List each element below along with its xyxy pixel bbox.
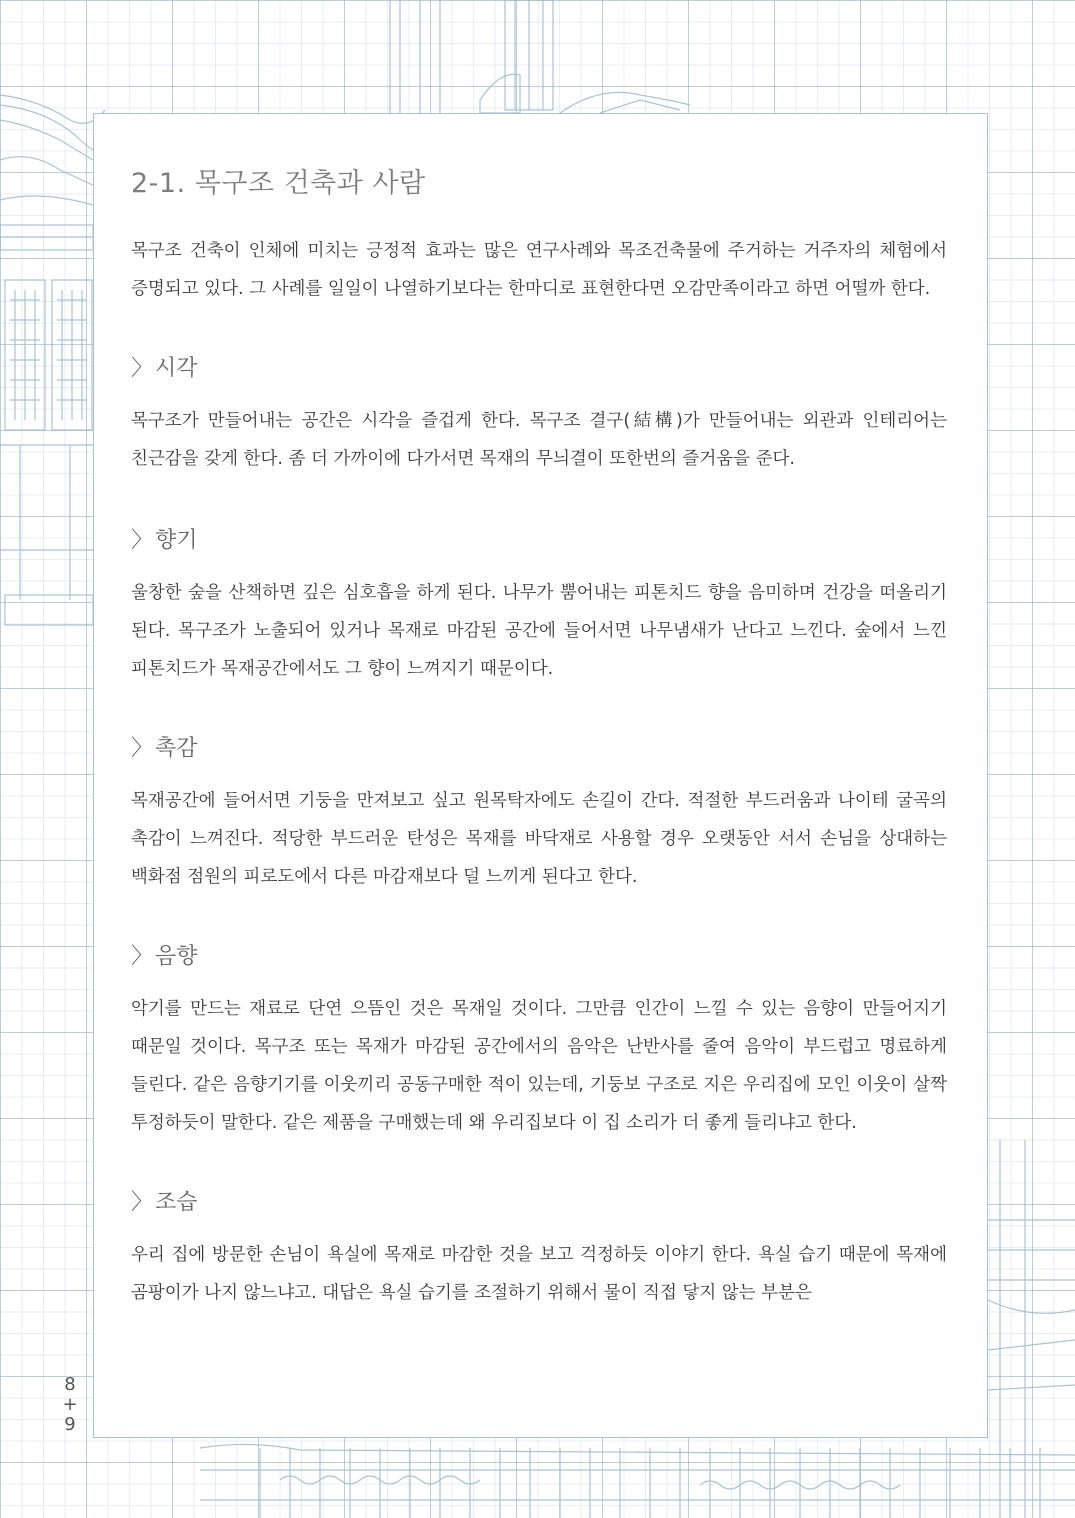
chevron-right-icon: 〉 bbox=[131, 736, 154, 761]
chevron-right-icon: 〉 bbox=[131, 528, 154, 553]
section-body-humidity: 우리 집에 방문한 손님이 욕실에 목재로 마감한 것을 보고 걱정하듯 이야기 한다. 욕실 습기 때문에 목재에 곰팡이가 나지 않느냐고. 대답은 욕실 습기를 조절하기 위해서 물이 직접 닿지 않는 부분은 bbox=[131, 1245, 947, 1303]
section-body-touch: 목재공간에 들어서면 기둥을 만져보고 싶고 원목탁자에도 손길이 간다. 적절한 부드러움과 나이테 굴곡의 촉감이 느껴진다. 적당한 부드러운 탄성은 목재를 바닥재로 사용할 경우 오랫동안 서서 손님을 상대하는 백화점 점원의 피로도에서 다른 마감재보다 덜 느끼게 된다고 한다. bbox=[131, 791, 947, 887]
section-body-sound: 악기를 만드는 재료로 단연 으뜸인 것은 목재일 것이다. 그만큼 인간이 느낄 수 있는 음향이 만들어지기 때문일 것이다. 목구조 또는 목재가 마감된 공간에서의 음악은 난반사를 줄여 음악이 부드럽고 명료하게 들린다. 같은 음향기기를 이웃끼리 공동구매한 적이 있는데, 기둥보 구조로 지은 우리집에 모인 이웃이 살짝 투정하듯이 말한다. 같은 제품을 구매했는데 왜 우리집보다 이 집 소리가 더 좋게 들리냐고 한다. bbox=[131, 999, 947, 1133]
page-number-left: 8 bbox=[64, 1374, 76, 1395]
chevron-right-icon: 〉 bbox=[131, 356, 154, 381]
section-heading-sound: 〉음향 bbox=[131, 944, 198, 969]
section-body-scent: 울창한 숲을 산책하면 깊은 심호흡을 하게 된다. 나무가 뿜어내는 피톤치드 향을 음미하며 건강을 떠올리기 된다. 목구조가 노출되어 있거나 목재로 마감된 공간에 들어서면 나무냄새가 난다고 느낀다. 숲에서 느낀 피톤치드가 목재공간에서도 그 향이 느껴지기 때문이다. bbox=[131, 583, 947, 679]
chevron-right-icon: 〉 bbox=[131, 944, 154, 969]
article-body bbox=[131, 166, 947, 1312]
section-heading-sight: 〉시각 bbox=[131, 356, 198, 381]
page-number bbox=[60, 1375, 80, 1435]
chevron-right-icon: 〉 bbox=[131, 1190, 154, 1215]
section-heading-scent: 〉향기 bbox=[131, 528, 198, 553]
page-number-separator: + bbox=[62, 1394, 78, 1415]
section-heading-humidity: 〉조습 bbox=[131, 1190, 198, 1215]
page-number-right: 9 bbox=[64, 1414, 76, 1435]
content-panel bbox=[93, 113, 988, 1438]
section-heading-touch: 〉촉감 bbox=[131, 736, 198, 761]
intro-paragraph: 목구조 건축이 인체에 미치는 긍정적 효과는 많은 연구사례와 목조건축물에 주거하는 거주자의 체험에서 증명되고 있다. 그 사례를 일일이 나열하기보다는 한마디로 표현한다면 오감만족이라고 하면 어떨까 한다. bbox=[131, 241, 947, 299]
page-title: 2-1. 목구조 건축과 사람 bbox=[131, 168, 426, 199]
section-body-sight: 목구조가 만들어내는 공간은 시각을 즐겁게 한다. 목구조 결구(結構)가 만들어내는 외관과 인테리어는 친근감을 갖게 한다. 좀 더 가까이에 다가서면 목재의 무늬결이 또한번의 즐거움을 준다. bbox=[131, 411, 947, 469]
